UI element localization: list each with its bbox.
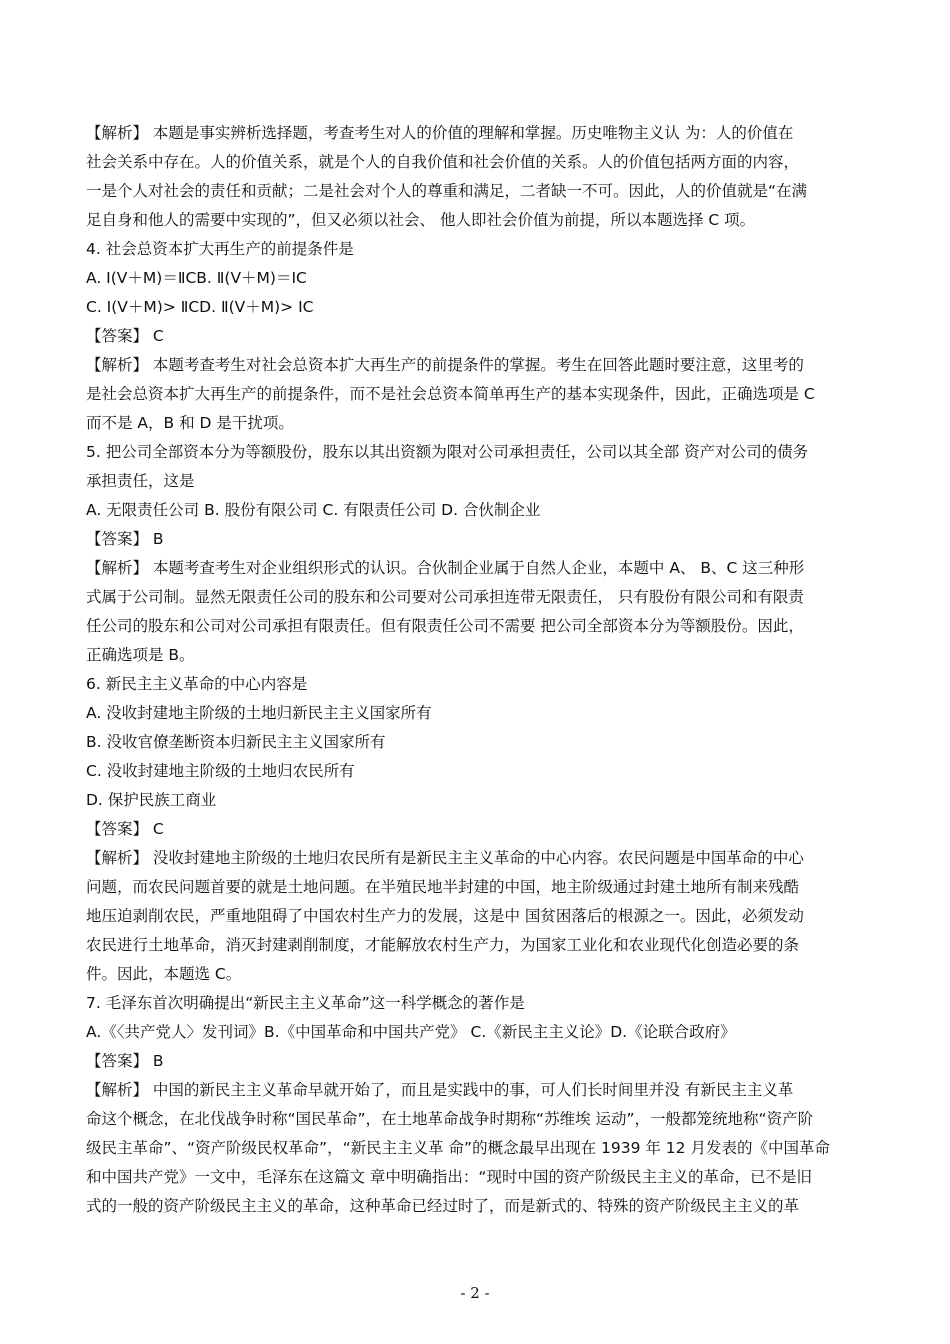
text-line: 而不是 A，B 和 D 是干扰项。 <box>86 414 294 432</box>
text-line: 命这个概念，在北伐战争时称“国民革命”，在土地革命战争时期称“苏维埃 运动”，一般都笼统地称“资产阶 <box>86 1110 814 1128</box>
text-line: 式属于公司制。显然无限责任公司的股东和公司要对公司承担连带无限责任， 只有股份有限公司和有限责 <box>86 588 804 606</box>
text-line: 是社会总资本扩大再生产的前提条件，而不是社会总资本简单再生产的基本实现条件，因此，正确选项是 C <box>86 385 815 403</box>
text-line: 【解析】 本题考查考生对企业组织形式的认识。合伙制企业属于自然人企业，本题中 A、 B、C 这三种形 <box>86 559 805 577</box>
text-line: 地压迫剥削农民，严重地阻碍了中国农村生产力的发展，这是中 国贫困落后的根源之一。因此，必须发动 <box>86 907 804 925</box>
question-5-options: A. 无限责任公司 B. 股份有限公司 C. 有限责任公司 D. 合伙制企业 <box>86 501 541 519</box>
text-line: 正确选项是 B。 <box>86 646 195 664</box>
question-7-answer: 【答案】 B <box>86 1052 164 1070</box>
text-line: 社会关系中存在。人的价值关系，就是个人的自我价值和社会价值的关系。人的价值包括两方面的内容， <box>86 153 800 171</box>
question-4-answer: 【答案】 C <box>86 327 164 345</box>
text-line: 一是个人对社会的责任和贡献；二是社会对个人的尊重和满足，二者缺一不可。因此，人的价值就是“在满 <box>86 182 808 200</box>
text-line: 件。因此，本题选 C。 <box>86 965 242 983</box>
document-body <box>86 119 866 1221</box>
question-6-title: 6. 新民主主义革命的中心内容是 <box>86 675 308 693</box>
page-number: - 2 - <box>460 1284 490 1302</box>
question-6-answer: 【答案】 C <box>86 820 164 838</box>
question-6-option-c: C. 没收封建地主阶级的土地归农民所有 <box>86 762 355 780</box>
question-5-title-cont: 承担责任，这是 <box>86 472 195 490</box>
question-7-title: 7. 毛泽东首次明确提出“新民主主义革命”这一科学概念的著作是 <box>86 994 525 1012</box>
text-line: 级民主革命”、“资产阶级民权革命”，“新民主主义革 命”的概念最早出现在 1939 年 12 月发表的《中国革命 <box>86 1139 830 1157</box>
text-line: 式的一般的资产阶级民主主义的革命，这种革命已经过时了，而是新式的、特殊的资产阶级民主主义的革 <box>86 1197 800 1215</box>
text-line: 任公司的股东和公司对公司承担有限责任。但有限责任公司不需要 把公司全部资本分为等额股份。因此， <box>86 617 804 635</box>
question-6-option-a: A. 没收封建地主阶级的土地归新民主主义国家所有 <box>86 704 432 722</box>
text-line: 【解析】 本题考查考生对社会总资本扩大再生产的前提条件的掌握。考生在回答此题时要注意，这里考的 <box>86 356 804 374</box>
question-7-options: A.《〈共产党人〉发刊词》B.《中国革命和中国共产党》 C.《新民主主义论》D.《论联合政府》 <box>86 1023 736 1041</box>
text-line: 和中国共产党》一文中，毛泽东在这篇文 章中明确指出：“现时中国的资产阶级民主主义的革命，已不是旧 <box>86 1168 812 1186</box>
question-5-answer: 【答案】 B <box>86 530 164 548</box>
question-4-options-ab: A. Ⅰ(V＋M)＝ⅡCB. Ⅱ(V＋M)＝ⅠC <box>86 269 307 287</box>
text-line: 问题，而农民问题首要的就是土地问题。在半殖民地半封建的中国，地主阶级通过封建土地所有制来残酷 <box>86 878 800 896</box>
text-line: 足自身和他人的需要中实现的”，但又必须以社会、 他人即社会价值为前提，所以本题选择 C 项。 <box>86 211 756 229</box>
question-4-options-cd: C. Ⅰ(V＋M)> ⅡCD. Ⅱ(V＋M)> ⅠC <box>86 298 314 316</box>
question-6-option-b: B. 没收官僚垄断资本归新民主主义国家所有 <box>86 733 386 751</box>
text-line: 农民进行土地革命，消灭封建剥削制度，才能解放农村生产力，为国家工业化和农业现代化创造必要的条 <box>86 936 800 954</box>
text-line: 【解析】 没收封建地主阶级的土地归农民所有是新民主主义革命的中心内容。农民问题是中国革命的中心 <box>86 849 804 867</box>
question-4-title: 4. 社会总资本扩大再生产的前提条件是 <box>86 240 354 258</box>
question-6-option-d: D. 保护民族工商业 <box>86 791 217 809</box>
text-line: 【解析】 中国的新民主主义革命早就开始了，而且是实践中的事，可人们长时间里并没 有新民主主义革 <box>86 1081 794 1099</box>
text-line: 【解析】 本题是事实辨析选择题，考查考生对人的价值的理解和掌握。历史唯物主义认 为：人的价值在 <box>86 124 794 142</box>
question-5-title: 5. 把公司全部资本分为等额股份，股东以其出资额为限对公司承担责任，公司以其全部 资产对公司的债务 <box>86 443 809 461</box>
